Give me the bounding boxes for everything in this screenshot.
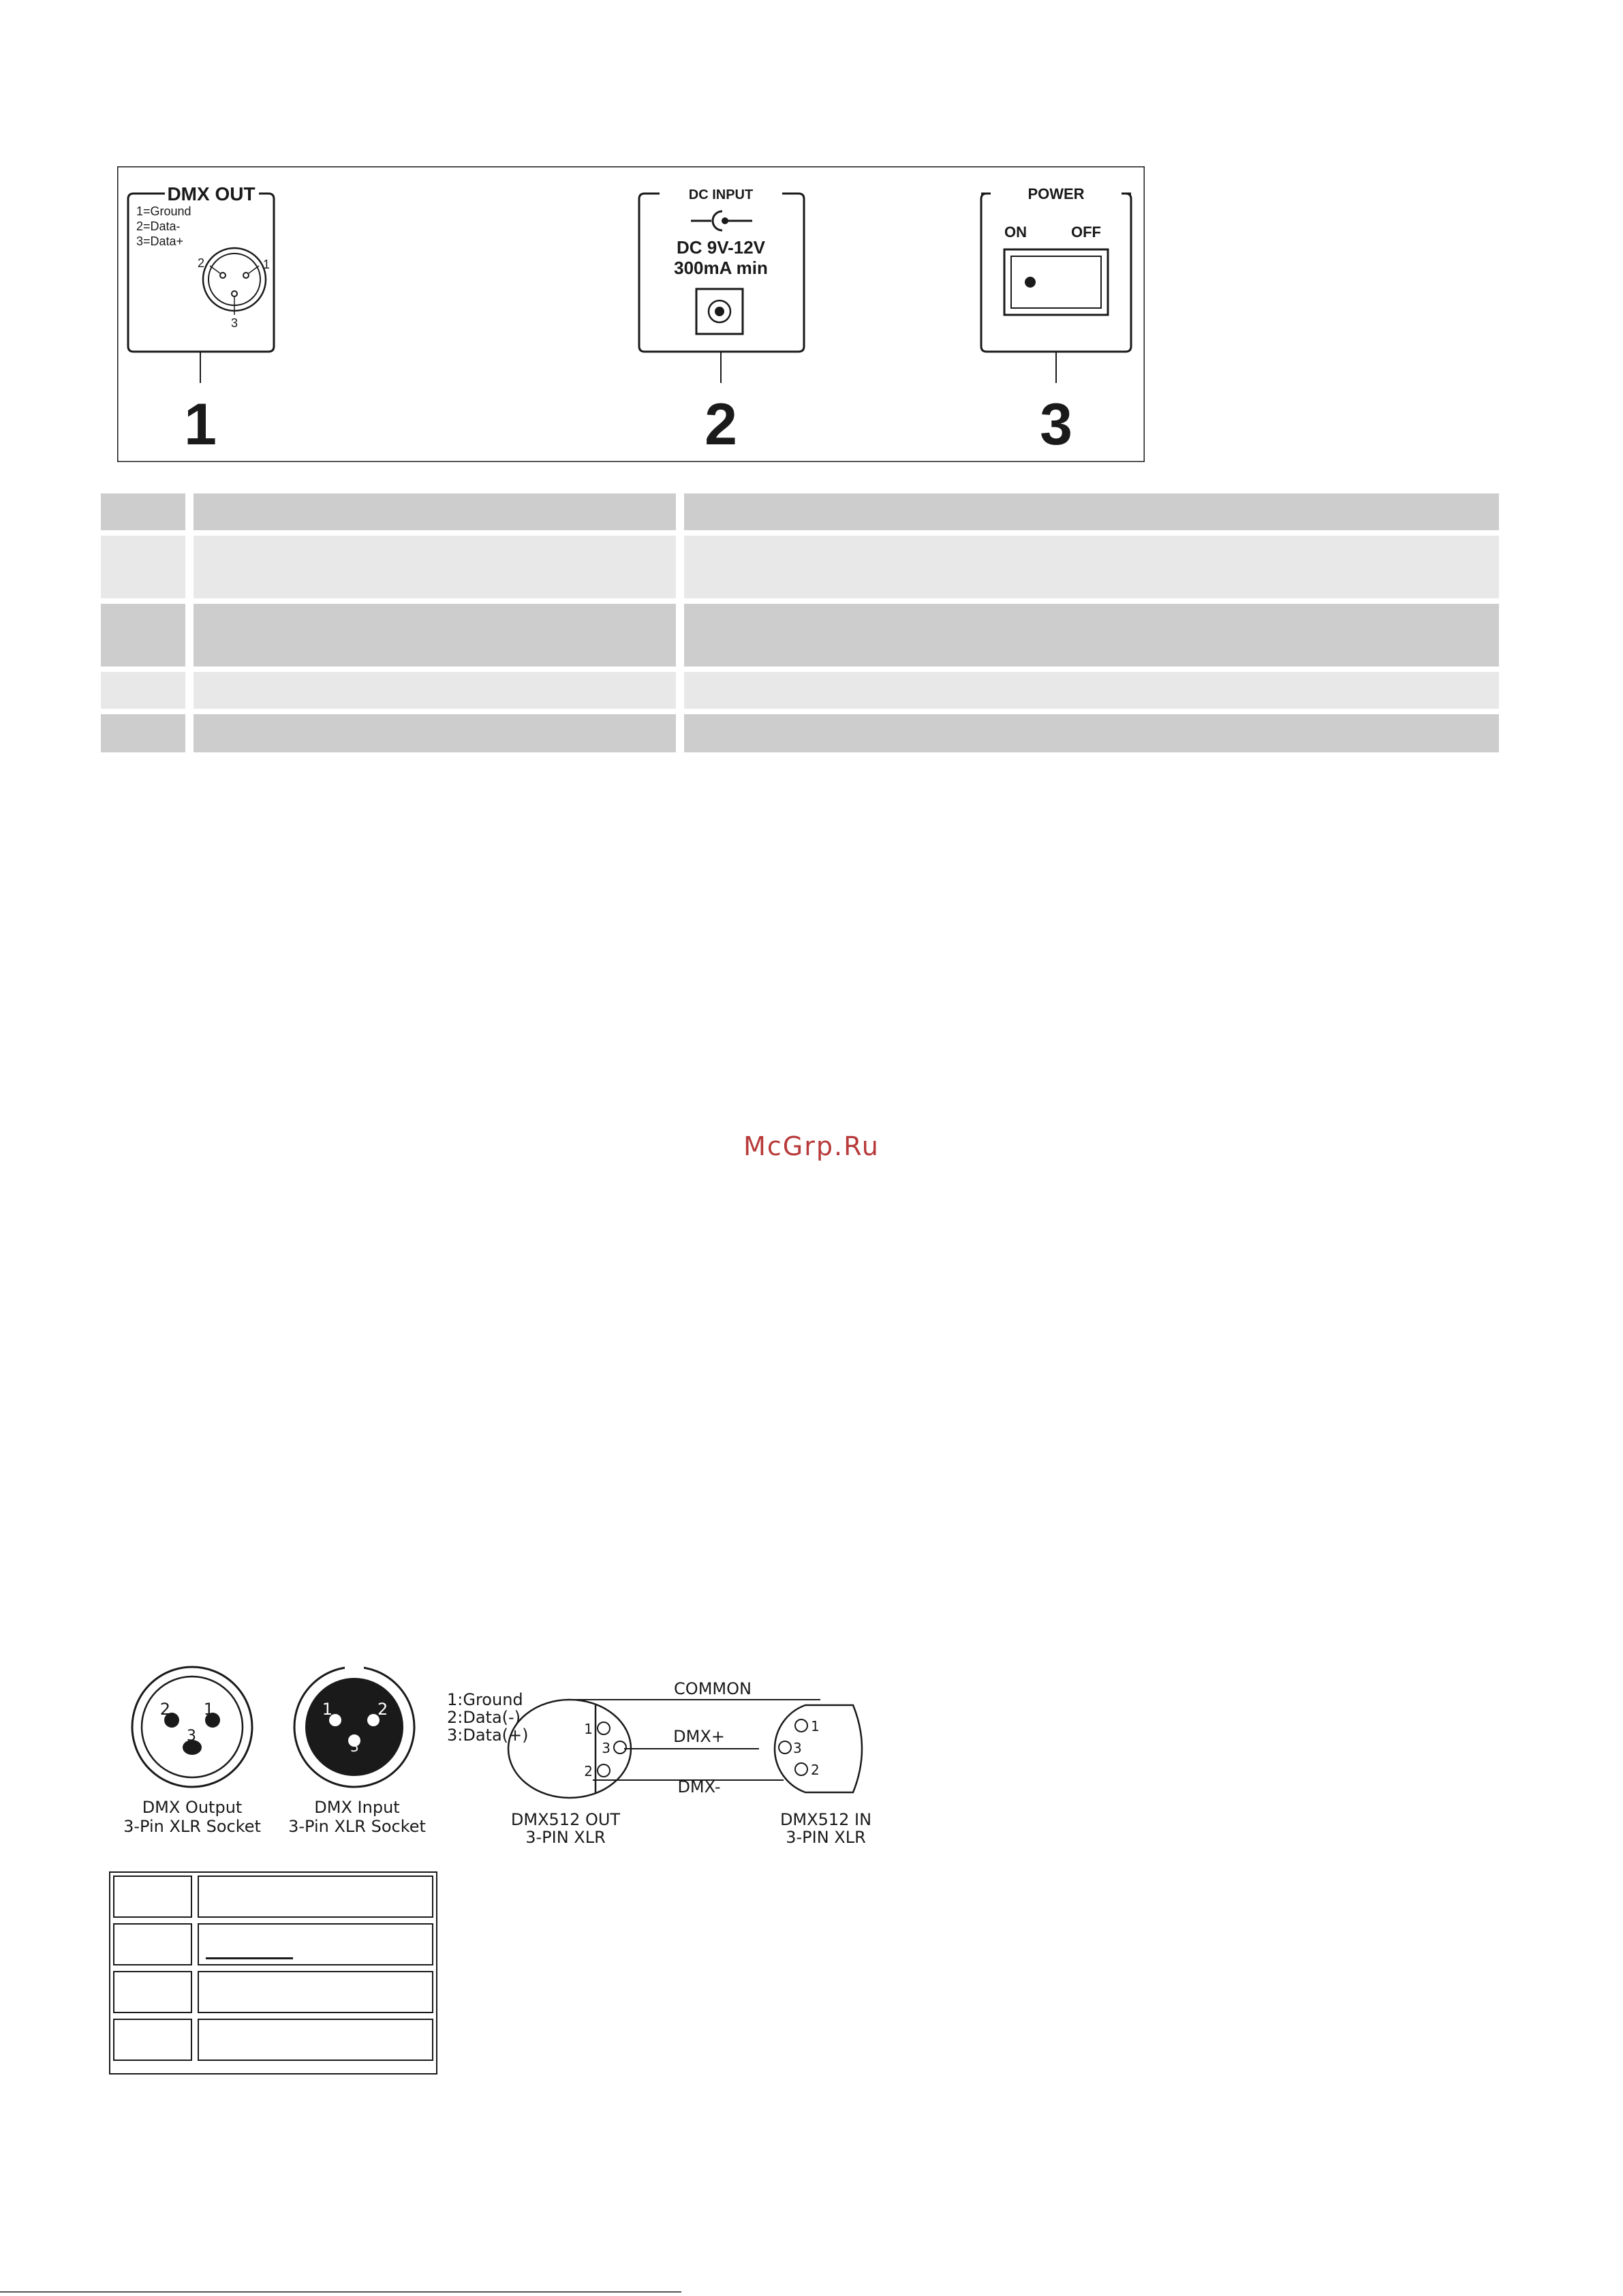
table-cell — [684, 604, 1499, 667]
table-cell — [684, 493, 1499, 530]
cable-dmx-plus-label: DMX+ — [673, 1727, 725, 1746]
table-row — [101, 714, 1499, 752]
output-pin-3: 3 — [187, 1728, 196, 1745]
cable-in-label-2: 3-PIN XLR — [786, 1828, 866, 1847]
dmx-out-pin-3: 3 — [230, 316, 238, 330]
input-label-1: DMX Input — [314, 1798, 400, 1817]
callout-1: 1 — [184, 392, 217, 457]
table-cell — [194, 536, 676, 598]
table-cell — [198, 1876, 433, 1918]
table-cell — [194, 714, 676, 752]
underline-mark — [206, 1957, 293, 1959]
xlr-connector-diagram — [116, 1656, 886, 1861]
table-row — [113, 2019, 433, 2061]
in-pin-2: 2 — [811, 1762, 820, 1778]
in-pin-3: 3 — [793, 1740, 802, 1756]
spec-table — [101, 493, 1499, 758]
pin-legend-1: 1:Ground — [447, 1690, 523, 1709]
output-label-2: 3-Pin XLR Socket — [123, 1817, 261, 1836]
dmx-out-pin-1: 1 — [263, 258, 270, 271]
dmx-input-socket-icon — [294, 1664, 414, 1787]
out-pin-1: 1 — [584, 1721, 593, 1737]
dmx-out-pin-2: 2 — [197, 256, 204, 270]
pin-legend-3: 3:Data(+) — [447, 1726, 529, 1745]
dmx-output-socket-icon — [132, 1667, 252, 1787]
dc-input-current: 300mA min — [674, 258, 768, 278]
table-cell — [194, 493, 676, 530]
power-title: POWER — [1027, 185, 1085, 202]
table-cell — [194, 604, 676, 667]
table-cell — [198, 2019, 433, 2061]
table-row — [113, 1923, 433, 1965]
cable-out-label-2: 3-PIN XLR — [525, 1828, 606, 1847]
dc-input-voltage: DC 9V-12V — [676, 237, 766, 258]
input-label-2: 3-Pin XLR Socket — [288, 1817, 426, 1836]
dc-input-title: DC INPUT — [688, 187, 754, 202]
dmx-out-legend-3: 3=Data+ — [136, 234, 184, 248]
table-cell — [198, 1923, 433, 1965]
table-cell — [194, 672, 676, 709]
table-cell — [113, 1971, 192, 2013]
output-pin-1: 1 — [203, 1700, 214, 1719]
table-row — [101, 536, 1499, 598]
cable-common-label: COMMON — [674, 1679, 752, 1698]
callout-3: 3 — [1040, 392, 1072, 457]
watermark: McGrp.Ru — [743, 1131, 880, 1161]
table-row — [113, 1876, 433, 1918]
table-row — [113, 1971, 433, 2013]
rear-panel-diagram — [117, 166, 1145, 462]
table-cell — [113, 1923, 192, 1965]
table-cell — [684, 672, 1499, 709]
cable-dmx-minus-label: DMX- — [677, 1777, 721, 1796]
pin-legend-2: 2:Data(-) — [447, 1708, 521, 1727]
table-cell — [113, 2019, 192, 2061]
table-cell — [684, 536, 1499, 598]
table-cell — [684, 714, 1499, 752]
dmx-out-title: DMX OUT — [167, 183, 256, 204]
cable-in-label-1: DMX512 IN — [779, 1810, 872, 1829]
input-pin-3: 3 — [350, 1739, 359, 1755]
dmx-out-legend-2: 2=Data- — [136, 219, 181, 233]
callout-2: 2 — [705, 392, 737, 457]
table-row — [101, 604, 1499, 667]
table-cell — [101, 493, 185, 530]
table-cell — [113, 1876, 192, 1918]
out-pin-3: 3 — [602, 1740, 610, 1756]
table-cell — [101, 714, 185, 752]
power-off-label: OFF — [1071, 224, 1101, 241]
table-cell — [101, 536, 185, 598]
table-cell — [101, 604, 185, 667]
table-row — [101, 493, 1499, 530]
input-pin-1: 1 — [322, 1700, 333, 1719]
table-cell — [198, 1971, 433, 2013]
table-cell — [101, 672, 185, 709]
in-pin-1: 1 — [811, 1718, 820, 1734]
out-pin-2: 2 — [584, 1763, 593, 1779]
dmx-address-table — [109, 1871, 437, 2075]
table-row — [101, 672, 1499, 709]
dmx-out-legend-1: 1=Ground — [136, 204, 191, 218]
cable-out-label-1: DMX512 OUT — [510, 1810, 621, 1829]
power-on-label: ON — [1004, 224, 1027, 241]
output-label-1: DMX Output — [142, 1798, 243, 1817]
footer-divider — [0, 2291, 681, 2293]
output-pin-2: 2 — [159, 1700, 170, 1719]
input-pin-2: 2 — [377, 1700, 388, 1719]
